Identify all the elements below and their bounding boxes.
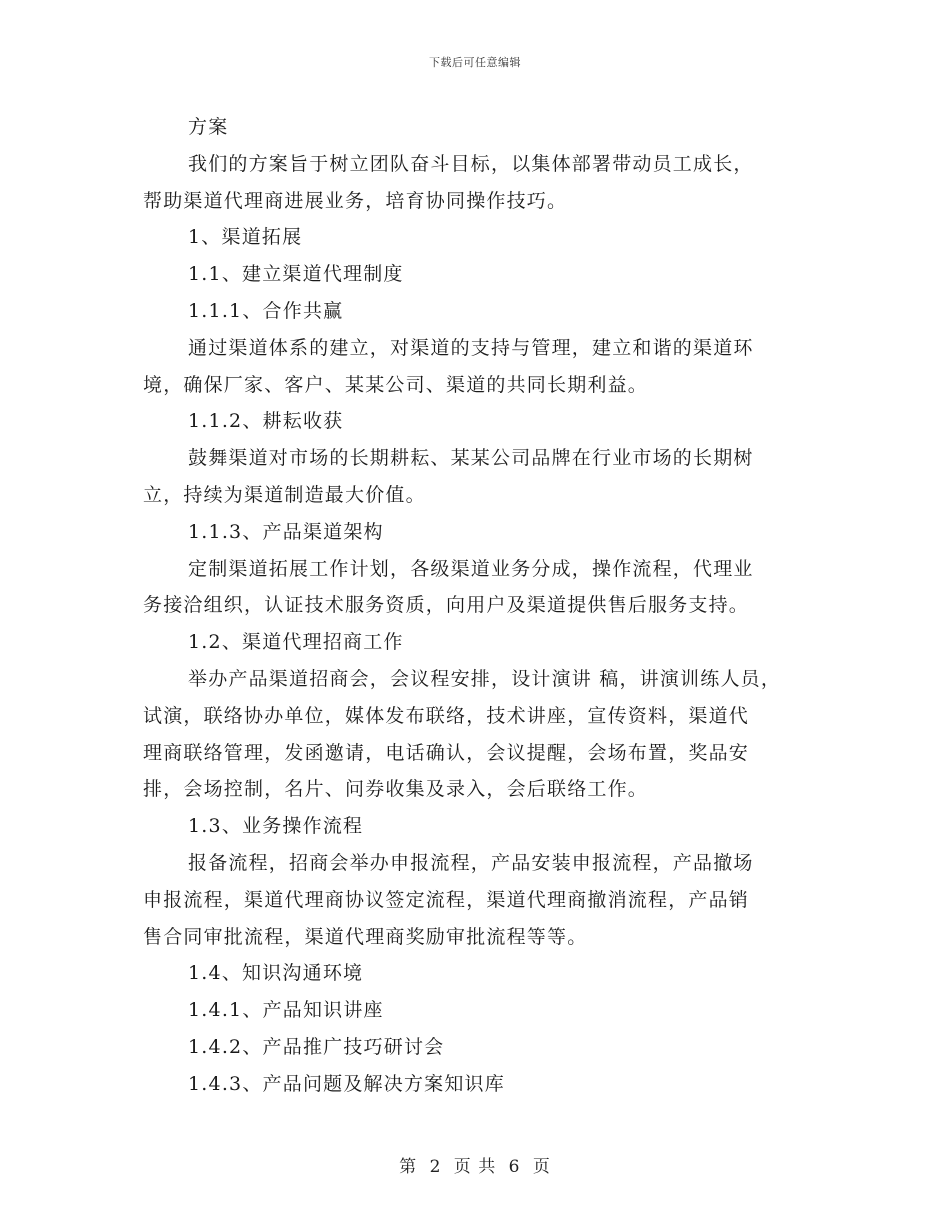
text-line: 1.4.1、产品知识讲座 [188,999,384,1022]
document-body [143,109,823,1103]
footer-prefix: 第 [399,1157,418,1177]
text-line: 1.4.3、产品问题及解决方案知识库 [188,1072,505,1095]
text-line: 1.2、渠道代理招商工作 [188,631,404,654]
text-line: 申报流程，渠道代理商协议签定流程，渠道代理商撤消流程，产品销 [143,888,750,911]
text-line: 1.1.3、产品渠道架构 [188,520,384,543]
text-line: 理商联络管理，发函邀请，电话确认，会议提醒，会场布置，奖品安 [143,741,750,764]
text-line: 试演，联络协办单位，媒体发布联络，技术讲座，宣传资料，渠道代 [143,704,750,727]
footer-suffix: 页 [532,1157,551,1177]
text-line: 1.1.2、耕耘收获 [188,410,344,433]
text-line: 排，会场控制，名片、问券收集及录入，会后联络工作。 [143,778,649,801]
text-line: 鼓舞渠道对市场的长期耕耘、某某公司品牌在行业市场的长期树 [188,447,754,470]
text-line: 境，确保厂家、客户、某某公司、渠道的共同长期利益。 [143,373,649,396]
footer-middle: 页 共 [453,1157,497,1177]
page-footer [0,1152,950,1177]
text-line: 1.1、建立渠道代理制度 [188,263,404,286]
text-line: 通过渠道体系的建立，对渠道的支持与管理，建立和谐的渠道环 [188,336,754,359]
text-line: 我们的方案旨于树立团队奋斗目标，以集体部署带动员工成长， [188,152,754,175]
text-line: 立，持续为渠道制造最大价值。 [143,483,426,506]
text-line: 方案 [188,116,229,138]
text-line: 1.3、业务操作流程 [188,815,364,838]
page-header: 下载后可任意编辑 [429,56,521,69]
text-line: 帮助渠道代理商进展业务，培育协同操作技巧。 [143,189,568,212]
text-line: 定制渠道拓展工作计划，各级渠道业务分成，操作流程，代理业 [188,557,754,580]
text-line: 售合同审批流程，渠道代理商奖励审批流程等等。 [143,925,588,948]
text-line: 1、渠道拓展 [188,226,303,249]
text-line: 1.4.2、产品推广技巧研讨会 [188,1035,445,1058]
text-line: 1.4、知识沟通环境 [188,962,364,985]
current-page-number: 2 [429,1157,442,1177]
text-line: 举办产品渠道招商会，会议程安排，设计演讲 稿，讲演训练人员， [188,667,782,690]
text-line: 务接洽组织，认证技术服务资质，向用户及渠道提供售后服务支持。 [143,594,750,617]
text-line: 1.1.1、合作共赢 [188,299,344,322]
total-pages-number: 6 [508,1157,521,1177]
text-line: 报备流程，招商会举办申报流程，产品安装申报流程，产品撤场 [188,851,754,874]
